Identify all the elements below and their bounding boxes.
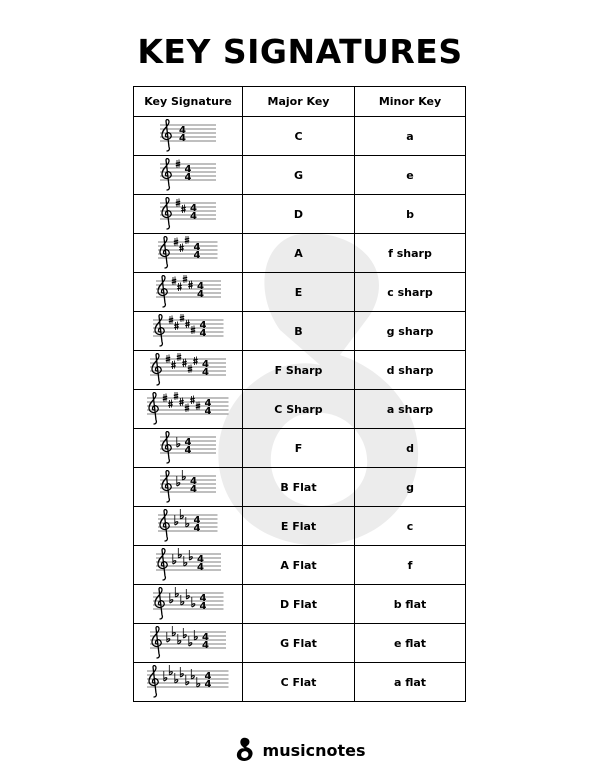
svg-text:4: 4 [199, 320, 207, 331]
major-key-cell: G Flat [243, 624, 355, 663]
treble-clef-icon [155, 315, 164, 346]
flat-icon [186, 517, 189, 527]
major-key-cell: F Sharp [243, 351, 355, 390]
treble-clef-icon [158, 276, 167, 307]
flat-icon [192, 597, 195, 607]
major-key-cell: B [243, 312, 355, 351]
table-row [134, 546, 466, 585]
treble-clef-icon [160, 510, 169, 541]
sharp-icon [169, 400, 173, 409]
svg-text:4: 4 [193, 523, 201, 534]
musicnotes-logo [0, 735, 600, 765]
svg-text:4: 4 [204, 679, 212, 690]
key-signature-cell [134, 624, 243, 663]
table-row [134, 585, 466, 624]
four-four-time-icon [185, 164, 192, 183]
table-header-row [134, 87, 466, 117]
flat-icon [182, 470, 185, 480]
key-signature-staff [148, 626, 228, 660]
four-four-time-icon [190, 203, 197, 222]
key-signature-cell [134, 390, 243, 429]
treble-clef-icon [162, 120, 171, 151]
flat-icon [183, 556, 186, 566]
key-signature-staff [158, 119, 218, 153]
key-signature-cell [134, 663, 243, 702]
key-signature-staff [156, 509, 220, 543]
key-signature-cell [134, 312, 243, 351]
minor-key-cell: g sharp [355, 312, 466, 351]
minor-key-cell: e flat [355, 624, 466, 663]
key-signature-staff [158, 431, 218, 465]
svg-text:4: 4 [202, 632, 209, 643]
svg-text:4: 4 [179, 125, 186, 136]
four-four-time-icon [194, 242, 201, 261]
svg-text:4: 4 [190, 203, 197, 214]
flat-icon [192, 669, 195, 679]
treble-clef-icon [152, 627, 161, 658]
musicnotes-logo-icon [235, 737, 255, 763]
four-four-time-icon [205, 398, 212, 417]
major-key-cell: A Flat [243, 546, 355, 585]
minor-key-cell: f sharp [355, 234, 466, 273]
sharp-icon [182, 275, 186, 283]
svg-text:4: 4 [193, 242, 201, 253]
flat-icon [177, 476, 180, 486]
sharp-icon [174, 322, 178, 331]
flat-icon [170, 593, 173, 603]
key-signature-cell [134, 468, 243, 507]
minor-key-cell: g [355, 468, 466, 507]
brand-name: musicnotes [262, 740, 366, 760]
minor-key-cell: c sharp [355, 273, 466, 312]
sharp-icon [185, 236, 189, 244]
minor-key-cell: b [355, 195, 466, 234]
sharp-icon [171, 361, 175, 370]
sharp-icon [185, 404, 189, 413]
major-key-cell: A [243, 234, 355, 273]
sharp-icon [180, 244, 184, 253]
svg-text:4: 4 [199, 328, 207, 339]
svg-text:4: 4 [196, 562, 204, 573]
treble-clef-icon [162, 198, 171, 229]
sharp-icon [191, 326, 195, 335]
key-signature-staff [145, 665, 231, 699]
minor-key-cell: c [355, 507, 466, 546]
key-signature-staff [158, 197, 218, 231]
treble-clef-icon [162, 159, 171, 190]
flat-icon [172, 626, 175, 636]
svg-text:4: 4 [184, 172, 192, 183]
treble-clef-icon [149, 393, 158, 424]
key-signature-staff [145, 392, 231, 426]
key-signature-staff [156, 236, 220, 270]
four-four-time-icon [190, 476, 197, 495]
major-key-cell: D [243, 195, 355, 234]
major-key-cell: E [243, 273, 355, 312]
svg-text:4: 4 [190, 476, 197, 487]
major-key-cell: C Flat [243, 663, 355, 702]
four-four-time-icon [202, 359, 209, 378]
key-signature-cell [134, 351, 243, 390]
four-four-time-icon [197, 281, 204, 300]
svg-text:4: 4 [204, 398, 212, 409]
treble-clef-icon [155, 588, 164, 619]
svg-text:4: 4 [184, 437, 192, 448]
table-row [134, 624, 466, 663]
four-four-time-icon [185, 437, 192, 456]
sharp-icon [174, 392, 178, 400]
major-key-cell: C [243, 117, 355, 156]
svg-text:4: 4 [204, 406, 212, 417]
four-four-time-icon [205, 671, 212, 690]
flat-icon [175, 673, 178, 683]
key-signature-cell [134, 117, 243, 156]
key-signature-staff [158, 158, 218, 192]
key-signature-staff [158, 470, 218, 504]
minor-key-cell: a [355, 117, 466, 156]
sharp-icon [191, 396, 195, 405]
four-four-time-icon [194, 515, 201, 534]
key-signature-cell [134, 546, 243, 585]
flat-icon [181, 667, 184, 677]
svg-text:4: 4 [196, 289, 204, 300]
minor-key-cell: e [355, 156, 466, 195]
flat-icon [197, 677, 200, 687]
key-signature-cell [134, 507, 243, 546]
major-key-cell: E Flat [243, 507, 355, 546]
four-four-time-icon [199, 320, 206, 339]
four-four-time-icon [197, 554, 204, 573]
flat-icon [172, 554, 175, 564]
key-signature-cell [134, 195, 243, 234]
svg-text:4: 4 [184, 445, 192, 456]
four-four-time-icon [199, 593, 206, 612]
key-signature-cell [134, 429, 243, 468]
flat-icon [177, 437, 180, 447]
flat-icon [181, 595, 184, 605]
key-signature-staff [154, 275, 223, 309]
svg-text:4: 4 [196, 554, 204, 565]
flat-icon [194, 630, 197, 640]
minor-key-cell: b flat [355, 585, 466, 624]
flat-icon [164, 671, 167, 681]
treble-clef-icon [158, 549, 167, 580]
key-signature-cell [134, 156, 243, 195]
table-row [134, 195, 466, 234]
sharp-icon [180, 314, 184, 322]
treble-clef-icon [162, 471, 171, 502]
svg-text:4: 4 [204, 671, 212, 682]
header-minor-key: Minor Key [355, 87, 466, 117]
treble-clef-icon [149, 666, 158, 697]
major-key-cell: D Flat [243, 585, 355, 624]
flat-icon [170, 665, 173, 675]
key-signature-staff [148, 353, 228, 387]
four-four-time-icon [202, 632, 209, 651]
four-four-time-icon [179, 125, 186, 144]
key-signature-staff [151, 314, 226, 348]
table-row [134, 156, 466, 195]
major-key-cell: B Flat [243, 468, 355, 507]
treble-clef-icon [160, 237, 169, 268]
major-key-cell: F [243, 429, 355, 468]
key-signature-cell [134, 234, 243, 273]
table-row [134, 234, 466, 273]
header-major-key: Major Key [243, 87, 355, 117]
flat-icon [175, 587, 178, 597]
table-row [134, 663, 466, 702]
flat-icon [178, 548, 181, 558]
svg-text:4: 4 [193, 250, 201, 261]
table-row [134, 468, 466, 507]
svg-text:4: 4 [190, 211, 197, 222]
svg-text:4: 4 [179, 133, 186, 144]
table-row [134, 117, 466, 156]
treble-clef-icon [162, 432, 171, 463]
flat-icon [183, 628, 186, 638]
svg-text:4: 4 [199, 601, 207, 612]
minor-key-cell: a sharp [355, 390, 466, 429]
key-signature-table [133, 86, 466, 702]
sharp-icon [177, 283, 181, 292]
sharp-icon [177, 353, 181, 361]
flat-icon [189, 636, 192, 646]
svg-text:4: 4 [202, 367, 209, 378]
svg-text:4: 4 [196, 281, 204, 292]
sharp-icon [181, 205, 185, 214]
minor-key-cell: d sharp [355, 351, 466, 390]
key-signature-staff [151, 587, 226, 621]
sharp-icon [193, 357, 197, 366]
minor-key-cell: f [355, 546, 466, 585]
table-row [134, 351, 466, 390]
flat-icon [181, 509, 184, 519]
flat-icon [186, 675, 189, 685]
major-key-cell: C Sharp [243, 390, 355, 429]
key-signature-cell [134, 273, 243, 312]
svg-text:4: 4 [202, 359, 209, 370]
sharp-icon [188, 365, 192, 374]
svg-text:4: 4 [199, 593, 207, 604]
svg-text:4: 4 [184, 164, 192, 175]
svg-text:4: 4 [202, 640, 209, 651]
major-key-cell: G [243, 156, 355, 195]
page-title: KEY SIGNATURES [137, 32, 463, 71]
table-row [134, 507, 466, 546]
minor-key-cell: d [355, 429, 466, 468]
table-row [134, 273, 466, 312]
flat-icon [175, 515, 178, 525]
flat-icon [186, 589, 189, 599]
key-signature-staff [154, 548, 223, 582]
table-row [134, 390, 466, 429]
flat-icon [178, 634, 181, 644]
svg-text:4: 4 [190, 484, 197, 495]
key-signature-cell [134, 585, 243, 624]
treble-clef-icon [152, 354, 161, 385]
header-key-signature: Key Signature [134, 87, 243, 117]
flat-icon [189, 550, 192, 560]
minor-key-cell: a flat [355, 663, 466, 702]
table-row [134, 312, 466, 351]
table-row [134, 429, 466, 468]
flat-icon [167, 632, 170, 642]
svg-text:4: 4 [193, 515, 201, 526]
